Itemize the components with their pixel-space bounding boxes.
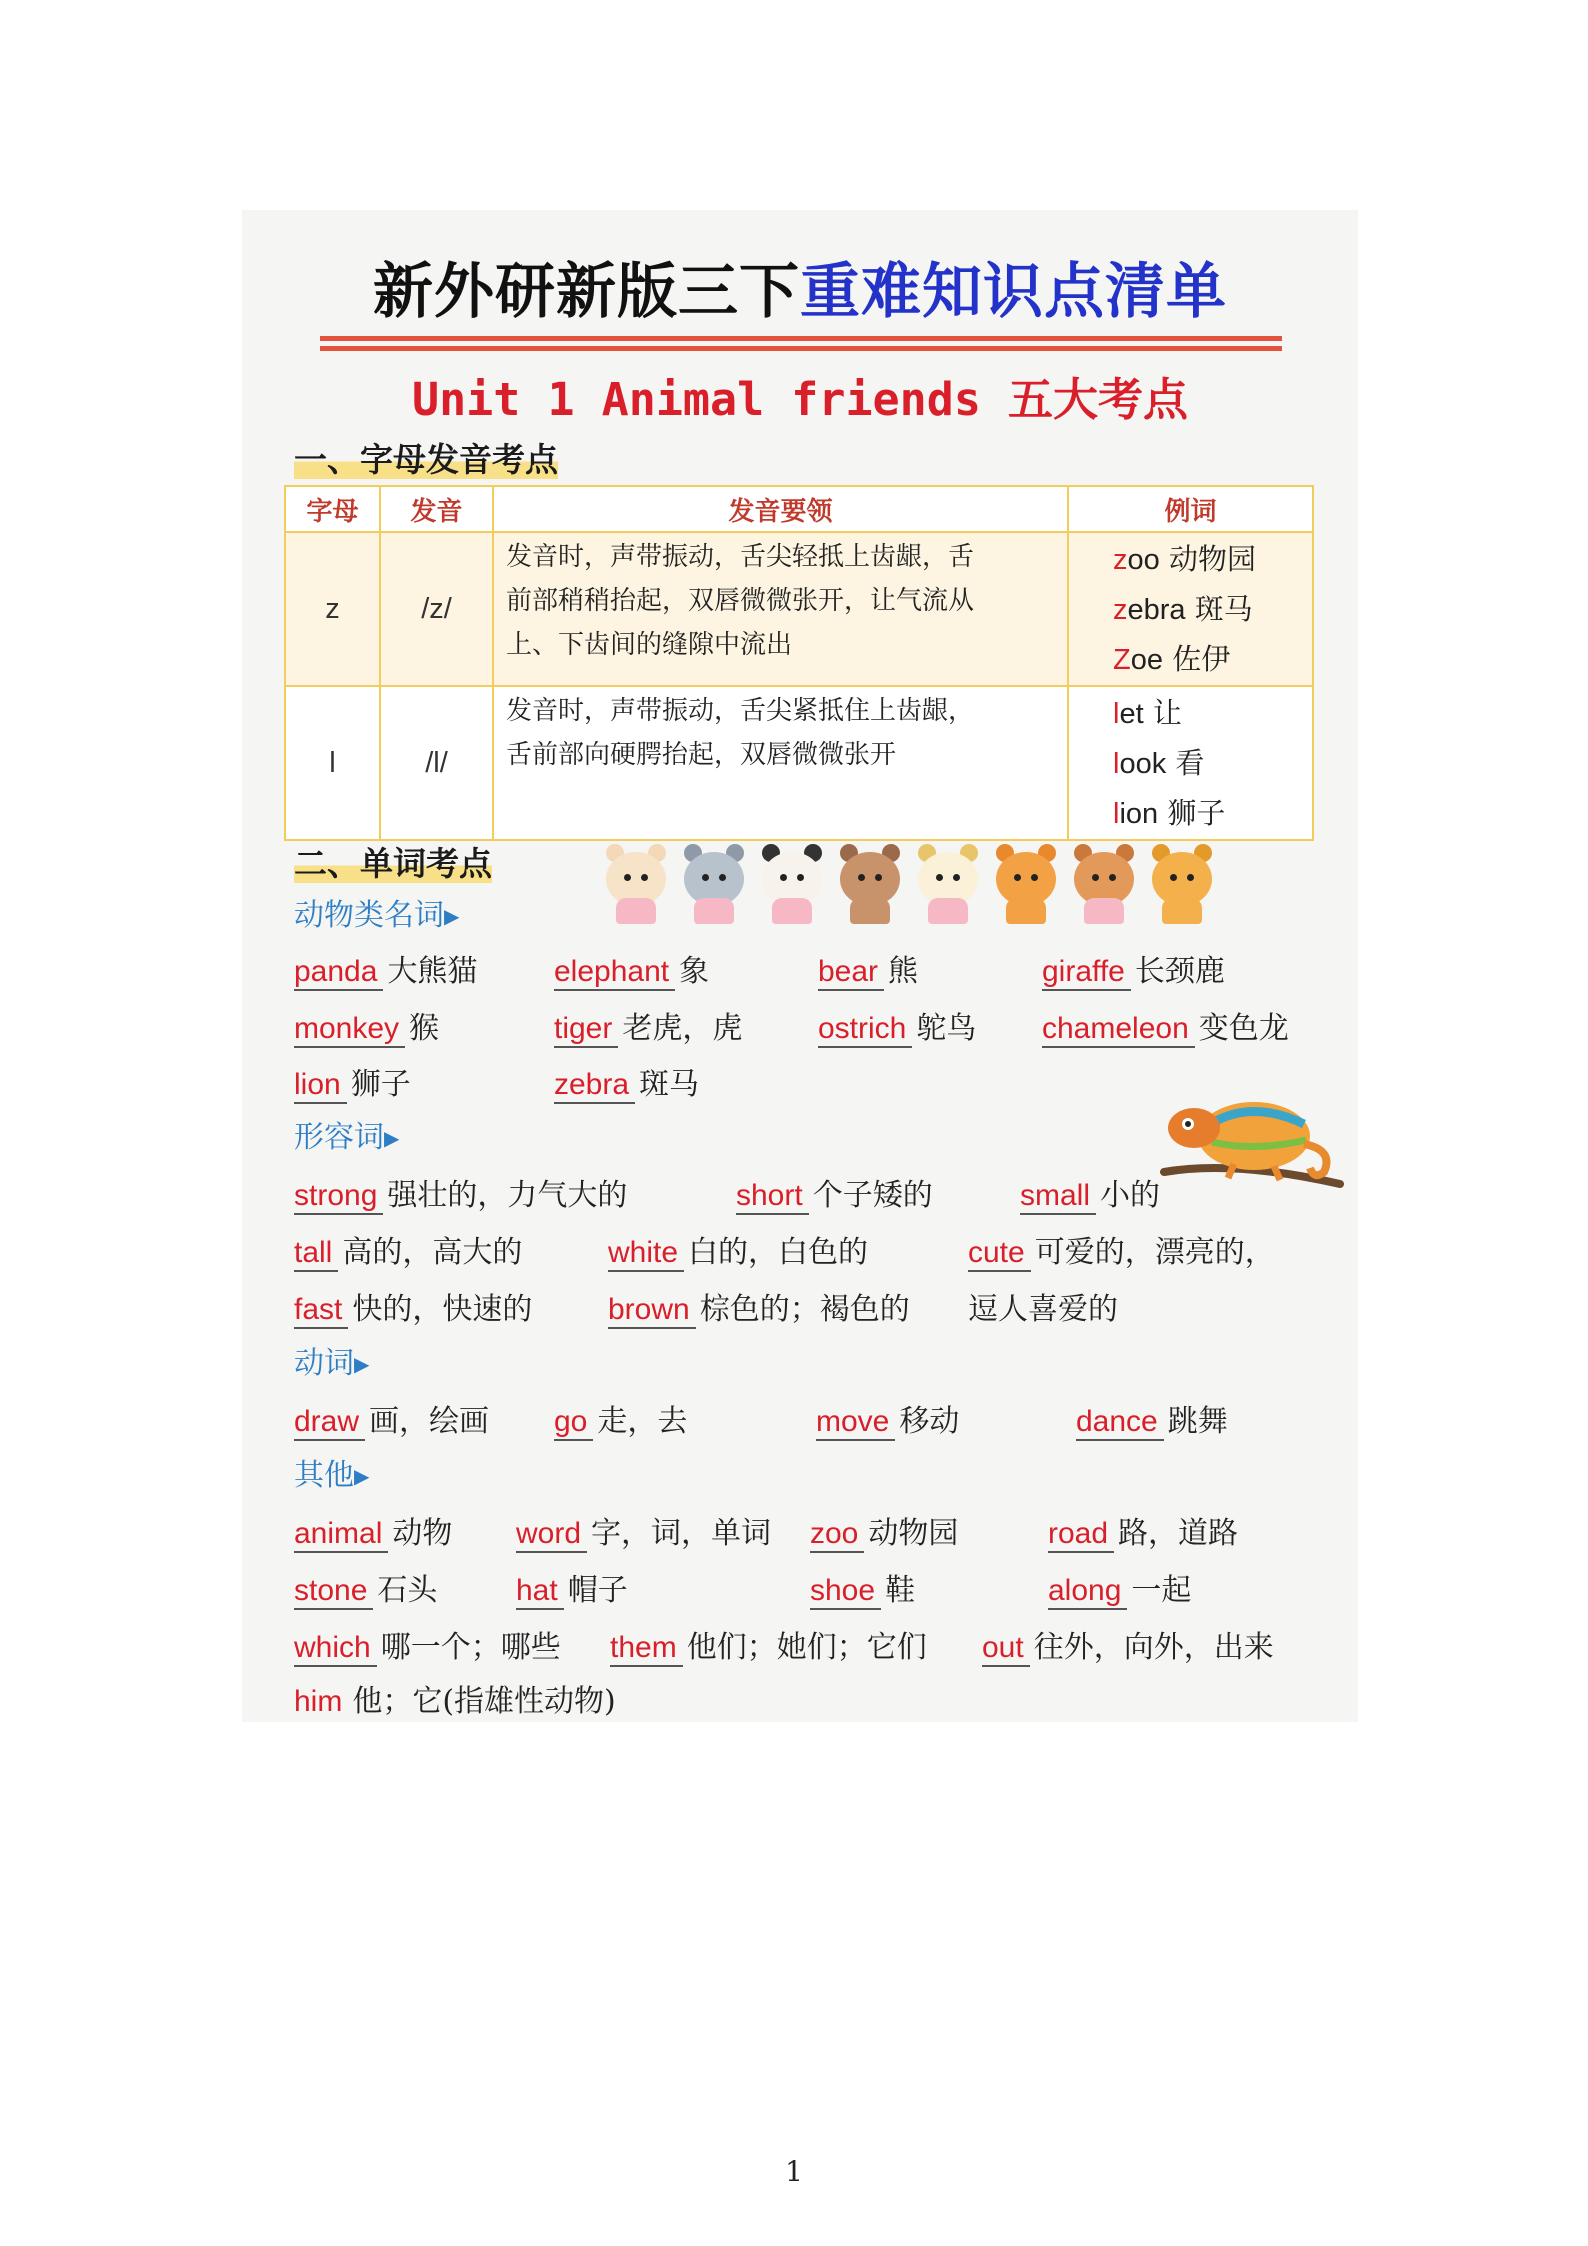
word-item: move 移动 [816,1404,960,1439]
word-item: stone 石头 [294,1573,438,1608]
monkey-icon [1068,840,1140,928]
sloth-icon [834,840,906,928]
phonics-table-header [285,486,1313,532]
worksheet-card [242,210,1358,1722]
tips-cell: 发音时，声带振动，舌尖紧抵住上齿龈， 舌前部向硬腭抬起，双唇微微张开 [493,686,1068,840]
word-item: dance 跳舞 [1076,1404,1228,1439]
word-item: shoe 鞋 [810,1573,916,1608]
header-sound: 发音 [380,486,493,532]
unit-heading: Unit 1 Animal friends 五大考点 [411,373,1189,426]
letter-cell: l [285,686,380,840]
page-number: 1 [785,2155,803,2188]
animal-stickers [600,840,1218,930]
word-item: brown 棕色的；褐色的 [608,1292,910,1327]
word-item: monkey 猴 [294,1011,440,1046]
word-item: ostrich 鸵鸟 [818,1011,977,1046]
cow-icon [912,840,984,928]
word-item: chameleon 变色龙 [1042,1011,1289,1046]
word-item: strong 强壮的，力气大的 [294,1178,628,1213]
example-word: zoo 动物园 [1113,542,1256,576]
page-title: 新外研新版三下重难知识点清单 [373,257,1227,327]
word-item: fast 快的，快速的 [294,1292,533,1327]
sound-cell: /l/ [380,686,493,840]
word-item: word 字，词，单词 [516,1516,772,1551]
title-rule-bottom [320,346,1282,351]
fox-icon [990,840,1062,928]
word-item: panda 大熊猫 [294,954,478,989]
word-item: tiger 老虎，虎 [554,1011,743,1046]
word-item: zoo 动物园 [810,1516,959,1551]
word-item: elephant 象 [554,954,710,989]
example-word: zebra 斑马 [1113,592,1253,626]
example-word: let 让 [1113,696,1182,730]
word-item: bear 熊 [818,954,919,989]
header-examples: 例词 [1068,486,1313,532]
subheading-verbs: 动词▶ [294,1346,370,1381]
word-item: zebra 斑马 [554,1067,700,1102]
panda-icon [756,840,828,928]
examples-cell [1068,532,1313,686]
header-letter: 字母 [285,486,380,532]
word-item: road 路，道路 [1048,1516,1239,1551]
sound-cell: /z/ [380,532,493,686]
phonics-table [284,485,1314,841]
chameleon-icon [1154,1080,1344,1200]
bunny-icon [600,840,672,928]
word-item: white 白的，白色的 [608,1235,869,1270]
subheading-nouns: 动物类名词▶ [294,898,460,933]
word-item: animal 动物 [294,1516,453,1551]
word-item: draw 画，绘画 [294,1404,490,1439]
example-word: Zoe 佐伊 [1113,642,1231,676]
word-item-continuation: 逗人喜爱的 [968,1292,1118,1327]
word-item: hat 帽子 [516,1573,628,1608]
examples-cell [1068,686,1313,840]
word-item: giraffe 长颈鹿 [1042,954,1225,989]
raccoon-icon [678,840,750,928]
section-heading-phonics: 一、字母发音考点 [294,440,558,479]
word-item: out 往外，向外，出来 [982,1630,1274,1665]
title-rule-top [320,336,1282,341]
word-item: small 小的 [1020,1178,1161,1213]
word-item: him 他；它(指雄性动物) [294,1684,616,1719]
subheading-adjectives: 形容词▶ [294,1120,400,1155]
word-item: cute 可爱的，漂亮的， [968,1235,1275,1270]
tiger-icon [1146,840,1218,928]
word-item: which 哪一个；哪些 [294,1630,561,1665]
table-row [285,686,1313,840]
word-item: along 一起 [1048,1573,1192,1608]
word-item: lion 狮子 [294,1067,411,1102]
table-row [285,532,1313,686]
example-word: look 看 [1113,746,1205,780]
word-item: short 个子矮的 [736,1178,933,1213]
word-item: them 他们；她们；它们 [610,1630,927,1665]
word-item: go 走，去 [554,1404,688,1439]
word-item: tall 高的，高大的 [294,1235,523,1270]
section-heading-words: 二、单词考点 [294,844,492,883]
tips-cell: 发音时，声带振动，舌尖轻抵上齿龈，舌 前部稍稍抬起，双唇微微张开，让气流从 上、下齿间的缝隙中流出 [493,532,1068,686]
header-tips: 发音要领 [493,486,1068,532]
example-word: lion 狮子 [1113,796,1226,830]
letter-cell: z [285,532,380,686]
subheading-others: 其他▶ [294,1458,370,1493]
